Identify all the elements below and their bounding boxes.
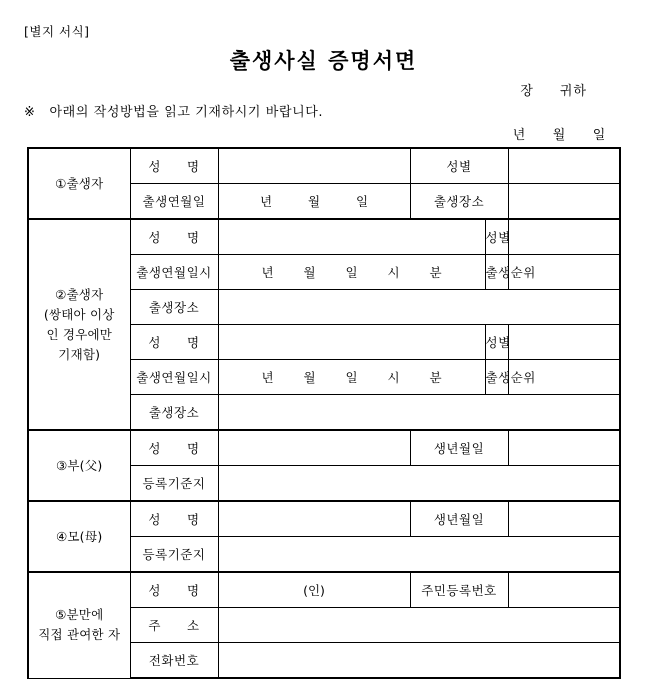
field-label-name-child2b: 성 명 <box>130 325 218 360</box>
field-label-birthplace-child1: 출생장소 <box>410 184 508 220</box>
field-label-sex-child1: 성별 <box>410 148 508 184</box>
field-label-birthorder-child2a: 출생순위 <box>485 255 508 290</box>
field-label-name-mother: 성 명 <box>130 501 218 537</box>
field-label-residentid-attendant: 주민등록번호 <box>410 572 508 608</box>
table-row <box>28 501 620 537</box>
field-label-birthplace-child2a: 출생장소 <box>130 290 218 325</box>
field-label-name-father: 성 명 <box>130 430 218 466</box>
field-value-name-child1[interactable] <box>218 148 410 184</box>
field-label-sex-child2b: 성별 <box>485 325 508 360</box>
field-value-sex-child1[interactable] <box>508 148 620 184</box>
date-entry-line <box>0 124 647 143</box>
section-label-attendant: ⑤분만에 직접 관여한 자 <box>28 572 130 678</box>
field-value-birthdatetime-child2a[interactable]: 년 월 일 시 분 <box>218 255 485 290</box>
field-label-birthdate-child1: 출생연월일 <box>130 184 218 220</box>
field-value-phone-attendant[interactable] <box>218 643 620 679</box>
field-label-birthorder-child2b: 출생순위 <box>485 360 508 395</box>
seal-mark-label: (인) <box>303 583 325 598</box>
field-value-birthplace-child1[interactable] <box>508 184 620 220</box>
field-label-birthdatetime-child2a: 출생연월일시 <box>130 255 218 290</box>
table-row <box>28 148 620 184</box>
field-value-birthdate-mother[interactable] <box>508 501 620 537</box>
form-code-label: [별지 서식] <box>24 24 90 39</box>
field-value-name-mother[interactable] <box>218 501 410 537</box>
field-value-residentid-attendant[interactable] <box>508 572 620 608</box>
field-label-sex-child2a: 성별 <box>485 219 508 255</box>
birth-certificate-form-table <box>27 147 621 679</box>
field-value-name-attendant[interactable] <box>218 572 410 608</box>
field-label-birthdate-mother: 생년월일 <box>410 501 508 537</box>
addressee-honorific: 귀하 <box>559 84 587 99</box>
table-row <box>28 430 620 466</box>
asterisk-icon: ※ <box>24 105 36 120</box>
section-label-father: ③부(父) <box>28 430 130 501</box>
section-label-child2: ②출생자 (쌍태아 이상 인 경우에만 기재함) <box>28 219 130 430</box>
field-value-sex-child2a[interactable] <box>508 219 620 255</box>
field-value-birthdate-father[interactable] <box>508 430 620 466</box>
instruction-note-text: 아래의 작성방법을 읽고 기재하시기 바랍니다. <box>49 105 324 120</box>
field-value-name-child2b[interactable] <box>218 325 485 360</box>
field-label-registry-mother: 등록기준지 <box>130 537 218 573</box>
field-label-name-child2a: 성 명 <box>130 219 218 255</box>
field-value-name-child2a[interactable] <box>218 219 485 255</box>
field-value-birthdatetime-child2b[interactable]: 년 월 일 시 분 <box>218 360 485 395</box>
date-month-label: 월 <box>552 128 566 143</box>
addressee-line <box>0 80 647 99</box>
field-label-name-child1: 성 명 <box>130 148 218 184</box>
field-value-address-attendant[interactable] <box>218 608 620 643</box>
field-value-registry-father[interactable] <box>218 466 620 502</box>
field-label-registry-father: 등록기준지 <box>130 466 218 502</box>
addressee-office: 장 <box>520 84 534 99</box>
field-label-birthplace-child2b: 출생장소 <box>130 395 218 431</box>
date-day-label: 일 <box>592 128 606 143</box>
field-value-name-father[interactable] <box>218 430 410 466</box>
field-label-birthdatetime-child2b: 출생연월일시 <box>130 360 218 395</box>
field-value-birthdate-child1[interactable]: 년 월 일 <box>218 184 410 220</box>
field-value-birthplace-child2a[interactable] <box>218 290 620 325</box>
section-label-mother: ④모(母) <box>28 501 130 572</box>
table-row <box>28 572 620 608</box>
field-label-birthdate-father: 생년월일 <box>410 430 508 466</box>
field-value-birthplace-child2b[interactable] <box>218 395 620 431</box>
table-row <box>28 219 620 255</box>
field-value-sex-child2b[interactable] <box>508 325 620 360</box>
page-title: 출생사실 증명서면 <box>229 49 418 73</box>
field-label-phone-attendant: 전화번호 <box>130 643 218 679</box>
section-label-child1: ①출생자 <box>28 148 130 219</box>
field-value-registry-mother[interactable] <box>218 537 620 573</box>
field-label-address-attendant: 주 소 <box>130 608 218 643</box>
instruction-note <box>24 101 323 120</box>
field-label-name-attendant: 성 명 <box>130 572 218 608</box>
date-year-label: 년 <box>512 128 526 143</box>
